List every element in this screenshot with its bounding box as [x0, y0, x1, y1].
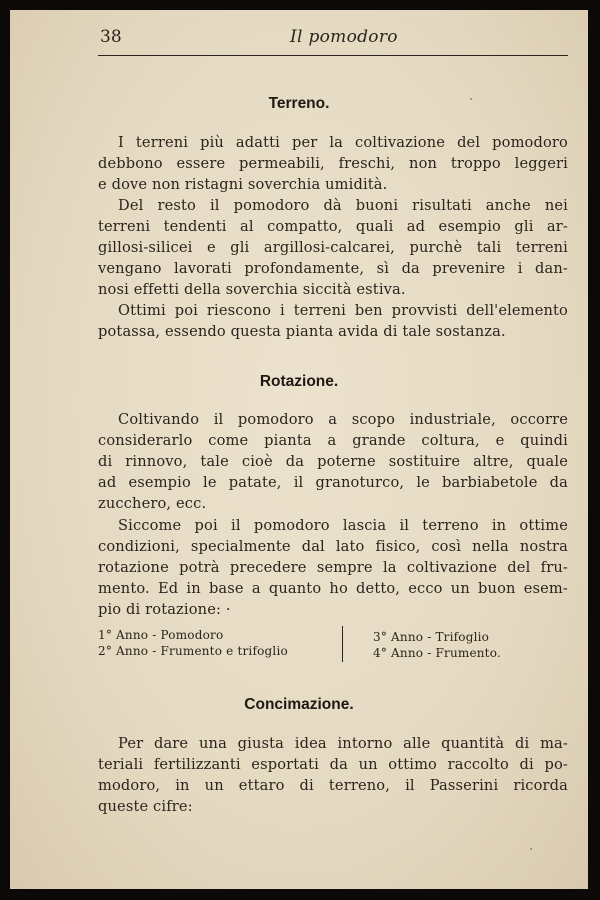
rotation-list-left	[98, 627, 288, 659]
section-heading-rotazione: Rotazione.	[259, 373, 339, 390]
paragraph-line: modoro, in un ettaro di terreno, il Passerini ricorda	[98, 777, 568, 794]
paragraph-line: pio di rotazione: ·	[98, 601, 231, 618]
paragraph-line: condizioni, specialmente dal lato fisico, così nella nostra	[98, 538, 568, 555]
paragraph-line: debbono essere permeabili, freschi, non troppo leggeri	[98, 155, 568, 172]
paragraph-line: terreni tendenti al compatto, quali ad esempio gli ar-	[98, 218, 568, 235]
paragraph-line: considerarlo come pianta a grande coltura, e quindi	[98, 432, 568, 449]
book-page	[10, 10, 588, 889]
section-heading-terreno: Terreno.	[268, 95, 330, 112]
paragraph-line: di rinnovo, tale cioè da poterne sostituire altre, quale	[98, 453, 568, 470]
paragraph-line: rotazione potrà precedere sempre la coltivazione del fru-	[98, 559, 568, 576]
header-rule	[98, 55, 568, 56]
paragraph-line: Ottimi poi riescono i terreni ben provvisti dell'elemento	[118, 302, 568, 319]
paragraph-line: nosi effetti della soverchia siccità estiva.	[98, 281, 406, 298]
paragraph-line: Coltivando il pomodoro a scopo industriale, occorre	[118, 411, 568, 428]
paragraph-line: queste cifre:	[98, 798, 193, 815]
paragraph-line: Del resto il pomodoro dà buoni risultati anche nei	[118, 197, 568, 214]
paragraph-line: mento. Ed in base a quanto ho detto, ecco un buon esem-	[98, 580, 568, 597]
paragraph-line: ad esempio le patate, il granoturco, le barbiabetole da	[98, 474, 568, 491]
rotation-entry: 3° Anno - Trifoglio	[373, 630, 490, 644]
rotation-entry: 1° Anno - Pomodoro	[98, 628, 224, 642]
paper-speck	[470, 98, 472, 100]
paragraph-line: teriali fertilizzanti esportati da un ottimo raccolto di po-	[98, 756, 568, 773]
paragraph-line: potassa, essendo questa pianta avida di tale sostanza.	[98, 323, 506, 340]
paper-speck	[530, 848, 532, 850]
paragraph-line: gillosi-silicei e gli argillosi-calcarei, purchè tali terreni	[98, 239, 568, 256]
paragraph-line: I terreni più adatti per la coltivazione del pomodoro	[118, 134, 568, 151]
rotation-entry: 2° Anno - Frumento e trifoglio	[98, 644, 288, 658]
paragraph-line: Siccome poi il pomodoro lascia il terreno in ottime	[118, 517, 568, 534]
paragraph-line: zucchero, ecc.	[98, 495, 207, 512]
paragraph-line: e dove non ristagni soverchia umidità.	[98, 176, 388, 193]
paragraph-line: Per dare una giusta idea intorno alle quantità di ma-	[118, 735, 568, 752]
running-title: Il pomodoro	[290, 27, 398, 47]
rotation-entry: 4° Anno - Frumento.	[373, 646, 501, 660]
rotation-list-right	[373, 629, 501, 661]
page-number: 38	[100, 27, 122, 47]
column-divider	[342, 626, 343, 662]
section-heading-concimazione: Concimazione.	[244, 696, 354, 713]
running-header	[10, 10, 588, 70]
paragraph-line: vengano lavorati profondamente, sì da prevenire i dan-	[98, 260, 568, 277]
